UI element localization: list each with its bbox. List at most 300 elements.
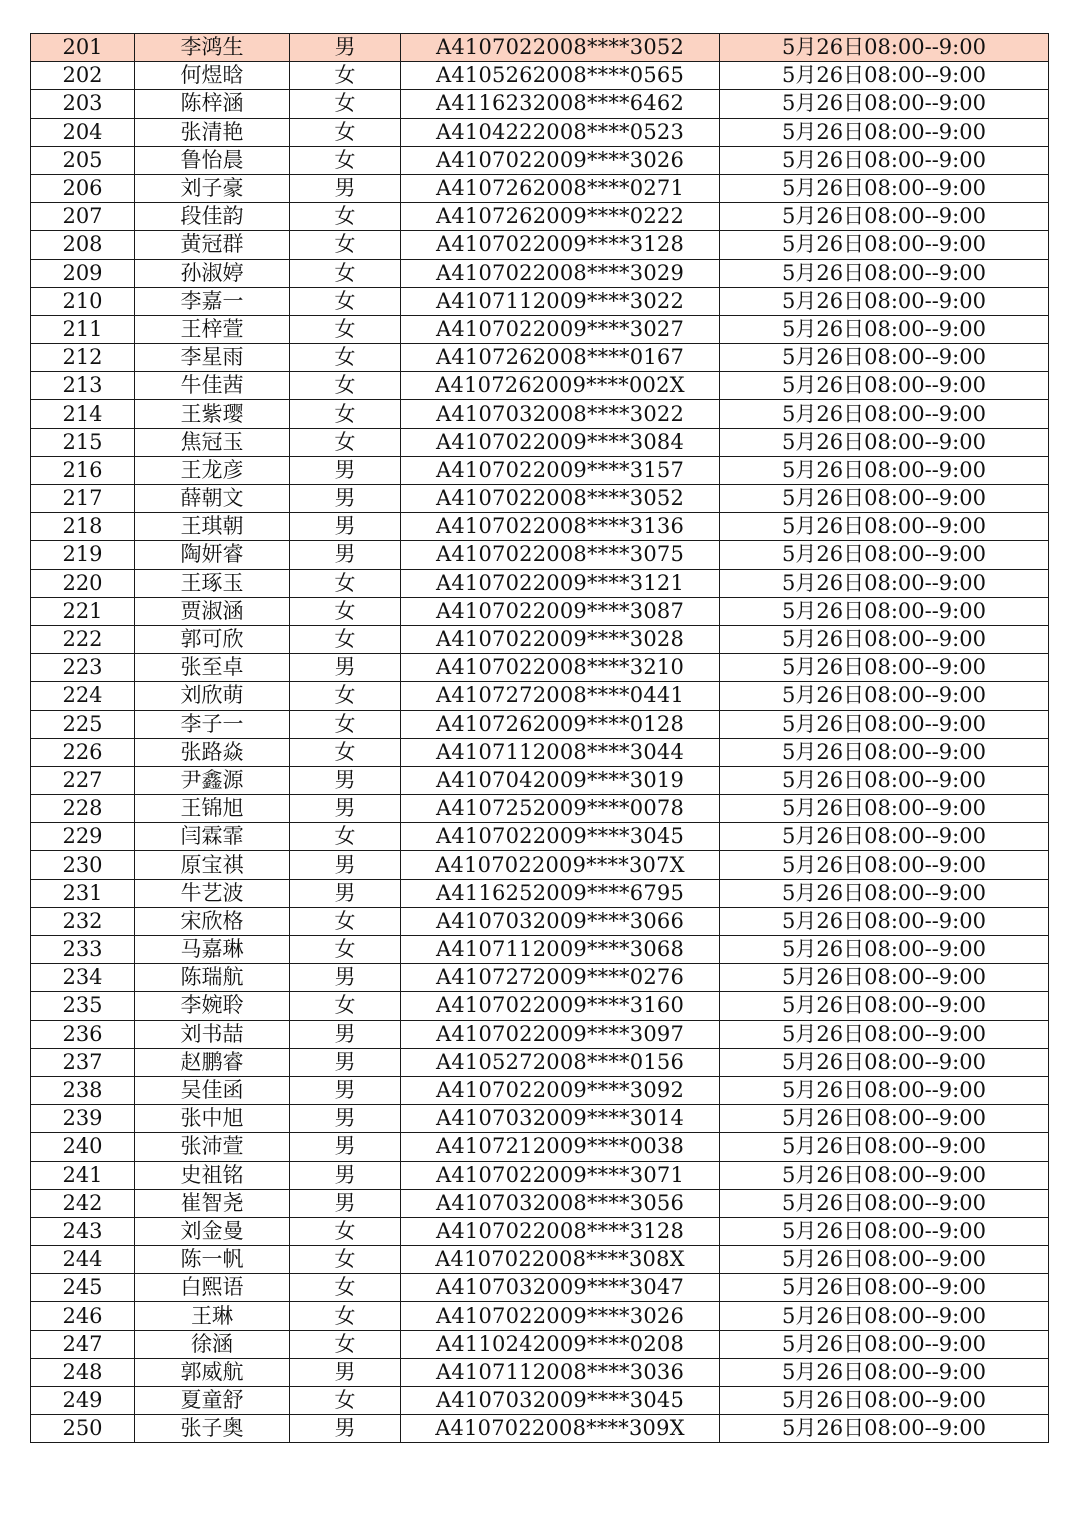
cell-time-slot: 5月26日08:00--9:00 — [720, 1246, 1049, 1274]
table-row — [31, 1302, 1049, 1330]
cell-number: 236 — [31, 1020, 135, 1048]
cell-number: 213 — [31, 372, 135, 400]
cell-id-number: A4107022008****3136 — [401, 513, 720, 541]
table-row — [31, 34, 1049, 62]
cell-gender: 男 — [290, 766, 401, 794]
cell-number: 231 — [31, 879, 135, 907]
cell-id-number: A4107022008****3210 — [401, 654, 720, 682]
cell-gender: 女 — [290, 118, 401, 146]
table-row — [31, 287, 1049, 315]
table-row — [31, 513, 1049, 541]
cell-id-number: A4107262008****0271 — [401, 174, 720, 202]
cell-name: 李星雨 — [135, 344, 290, 372]
cell-id-number: A4107032009****3045 — [401, 1387, 720, 1415]
cell-id-number: A4107022008****3075 — [401, 541, 720, 569]
cell-time-slot: 5月26日08:00--9:00 — [720, 597, 1049, 625]
cell-gender: 女 — [290, 738, 401, 766]
cell-time-slot: 5月26日08:00--9:00 — [720, 1189, 1049, 1217]
cell-time-slot: 5月26日08:00--9:00 — [720, 992, 1049, 1020]
cell-id-number: A4107022009****3027 — [401, 315, 720, 343]
cell-id-number: A4107032008****3022 — [401, 400, 720, 428]
table-row — [31, 344, 1049, 372]
table-row — [31, 400, 1049, 428]
cell-time-slot: 5月26日08:00--9:00 — [720, 936, 1049, 964]
cell-number: 235 — [31, 992, 135, 1020]
cell-name: 李婉聆 — [135, 992, 290, 1020]
cell-id-number: A4107112008****3036 — [401, 1358, 720, 1386]
cell-id-number: A4107212009****0038 — [401, 1133, 720, 1161]
cell-gender: 女 — [290, 625, 401, 653]
cell-name: 张子奥 — [135, 1415, 290, 1443]
cell-time-slot: 5月26日08:00--9:00 — [720, 315, 1049, 343]
cell-name: 崔智尧 — [135, 1189, 290, 1217]
cell-number: 218 — [31, 513, 135, 541]
cell-number: 216 — [31, 456, 135, 484]
cell-time-slot: 5月26日08:00--9:00 — [720, 738, 1049, 766]
cell-id-number: A4107022008****3052 — [401, 34, 720, 62]
cell-name: 吴佳函 — [135, 1076, 290, 1104]
cell-number: 241 — [31, 1161, 135, 1189]
cell-id-number: A4107022009****3128 — [401, 231, 720, 259]
table-row — [31, 964, 1049, 992]
cell-number: 221 — [31, 597, 135, 625]
table-row — [31, 851, 1049, 879]
cell-id-number: A4107112009****3022 — [401, 287, 720, 315]
cell-id-number: A4107032008****3056 — [401, 1189, 720, 1217]
cell-gender: 女 — [290, 428, 401, 456]
table-row — [31, 203, 1049, 231]
cell-name: 王龙彦 — [135, 456, 290, 484]
cell-time-slot: 5月26日08:00--9:00 — [720, 428, 1049, 456]
cell-name: 刘子豪 — [135, 174, 290, 202]
cell-name: 陶妍睿 — [135, 541, 290, 569]
table-row — [31, 654, 1049, 682]
cell-number: 208 — [31, 231, 135, 259]
cell-number: 224 — [31, 682, 135, 710]
cell-id-number: A4107252009****0078 — [401, 795, 720, 823]
cell-time-slot: 5月26日08:00--9:00 — [720, 625, 1049, 653]
cell-name: 焦冠玉 — [135, 428, 290, 456]
table-row — [31, 1217, 1049, 1245]
cell-name: 段佳韵 — [135, 203, 290, 231]
cell-number: 247 — [31, 1330, 135, 1358]
cell-number: 244 — [31, 1246, 135, 1274]
cell-id-number: A4107022008****3128 — [401, 1217, 720, 1245]
cell-number: 222 — [31, 625, 135, 653]
cell-time-slot: 5月26日08:00--9:00 — [720, 287, 1049, 315]
cell-id-number: A4107262008****0167 — [401, 344, 720, 372]
cell-id-number: A4107022008****3052 — [401, 485, 720, 513]
cell-name: 史祖铭 — [135, 1161, 290, 1189]
cell-name: 张中旭 — [135, 1105, 290, 1133]
cell-time-slot: 5月26日08:00--9:00 — [720, 62, 1049, 90]
cell-time-slot: 5月26日08:00--9:00 — [720, 1076, 1049, 1104]
table-row — [31, 766, 1049, 794]
cell-time-slot: 5月26日08:00--9:00 — [720, 907, 1049, 935]
cell-number: 204 — [31, 118, 135, 146]
cell-name: 何煜晗 — [135, 62, 290, 90]
table-row — [31, 1161, 1049, 1189]
cell-number: 227 — [31, 766, 135, 794]
cell-id-number: A4107022009****3092 — [401, 1076, 720, 1104]
cell-number: 239 — [31, 1105, 135, 1133]
cell-time-slot: 5月26日08:00--9:00 — [720, 513, 1049, 541]
cell-name: 张清艳 — [135, 118, 290, 146]
cell-name: 郭可欣 — [135, 625, 290, 653]
cell-number: 242 — [31, 1189, 135, 1217]
table-row — [31, 738, 1049, 766]
cell-gender: 男 — [290, 654, 401, 682]
cell-time-slot: 5月26日08:00--9:00 — [720, 1274, 1049, 1302]
roster-table — [30, 33, 1049, 1443]
cell-id-number: A4107022008****308X — [401, 1246, 720, 1274]
table-row — [31, 174, 1049, 202]
cell-time-slot: 5月26日08:00--9:00 — [720, 1048, 1049, 1076]
cell-gender: 女 — [290, 287, 401, 315]
cell-id-number: A4107032009****3014 — [401, 1105, 720, 1133]
cell-name: 张路焱 — [135, 738, 290, 766]
cell-gender: 女 — [290, 1246, 401, 1274]
cell-time-slot: 5月26日08:00--9:00 — [720, 118, 1049, 146]
cell-time-slot: 5月26日08:00--9:00 — [720, 344, 1049, 372]
cell-name: 李嘉一 — [135, 287, 290, 315]
table-row — [31, 710, 1049, 738]
cell-id-number: A4107022009****3028 — [401, 625, 720, 653]
cell-gender: 女 — [290, 992, 401, 1020]
cell-gender: 男 — [290, 1105, 401, 1133]
cell-name: 薛朝文 — [135, 485, 290, 513]
table-row — [31, 1246, 1049, 1274]
cell-gender: 女 — [290, 315, 401, 343]
roster-body — [31, 34, 1049, 1443]
cell-gender: 女 — [290, 146, 401, 174]
cell-name: 王锦旭 — [135, 795, 290, 823]
cell-name: 陈一帆 — [135, 1246, 290, 1274]
cell-time-slot: 5月26日08:00--9:00 — [720, 34, 1049, 62]
cell-number: 212 — [31, 344, 135, 372]
table-row — [31, 992, 1049, 1020]
cell-name: 李鸿生 — [135, 34, 290, 62]
cell-id-number: A4107272009****0276 — [401, 964, 720, 992]
cell-name: 王琪朝 — [135, 513, 290, 541]
cell-number: 207 — [31, 203, 135, 231]
cell-number: 232 — [31, 907, 135, 935]
table-row — [31, 1274, 1049, 1302]
table-row — [31, 231, 1049, 259]
cell-number: 225 — [31, 710, 135, 738]
table-row — [31, 823, 1049, 851]
table-row — [31, 1076, 1049, 1104]
cell-gender: 女 — [290, 231, 401, 259]
cell-time-slot: 5月26日08:00--9:00 — [720, 710, 1049, 738]
cell-name: 张至卓 — [135, 654, 290, 682]
cell-number: 245 — [31, 1274, 135, 1302]
cell-time-slot: 5月26日08:00--9:00 — [720, 1105, 1049, 1133]
cell-gender: 女 — [290, 907, 401, 935]
cell-name: 陈梓涵 — [135, 90, 290, 118]
table-row — [31, 1020, 1049, 1048]
cell-id-number: A4107022009****3084 — [401, 428, 720, 456]
cell-id-number: A4107022009****3121 — [401, 569, 720, 597]
cell-gender: 男 — [290, 795, 401, 823]
cell-gender: 男 — [290, 964, 401, 992]
cell-time-slot: 5月26日08:00--9:00 — [720, 879, 1049, 907]
cell-gender: 女 — [290, 344, 401, 372]
cell-name: 陈瑞航 — [135, 964, 290, 992]
cell-time-slot: 5月26日08:00--9:00 — [720, 682, 1049, 710]
table-row — [31, 795, 1049, 823]
cell-id-number: A4105262008****0565 — [401, 62, 720, 90]
table-row — [31, 569, 1049, 597]
cell-gender: 男 — [290, 34, 401, 62]
cell-name: 赵鹏睿 — [135, 1048, 290, 1076]
cell-number: 234 — [31, 964, 135, 992]
cell-gender: 女 — [290, 710, 401, 738]
cell-id-number: A4107262009****0222 — [401, 203, 720, 231]
cell-number: 217 — [31, 485, 135, 513]
cell-name: 鲁怡晨 — [135, 146, 290, 174]
cell-name: 孙淑婷 — [135, 259, 290, 287]
table-row — [31, 1358, 1049, 1386]
cell-number: 211 — [31, 315, 135, 343]
table-row — [31, 597, 1049, 625]
cell-time-slot: 5月26日08:00--9:00 — [720, 231, 1049, 259]
cell-name: 牛艺波 — [135, 879, 290, 907]
cell-id-number: A4107022009****3071 — [401, 1161, 720, 1189]
cell-gender: 男 — [290, 1189, 401, 1217]
cell-id-number: A4107022009****3157 — [401, 456, 720, 484]
cell-name: 李子一 — [135, 710, 290, 738]
table-row — [31, 682, 1049, 710]
cell-id-number: A4107022008****309X — [401, 1415, 720, 1443]
cell-time-slot: 5月26日08:00--9:00 — [720, 795, 1049, 823]
cell-id-number: A4104222008****0523 — [401, 118, 720, 146]
cell-gender: 男 — [290, 851, 401, 879]
table-row — [31, 1387, 1049, 1415]
cell-time-slot: 5月26日08:00--9:00 — [720, 823, 1049, 851]
cell-number: 205 — [31, 146, 135, 174]
cell-number: 240 — [31, 1133, 135, 1161]
table-row — [31, 1189, 1049, 1217]
cell-number: 233 — [31, 936, 135, 964]
cell-name: 黄冠群 — [135, 231, 290, 259]
cell-id-number: A4107022009****3026 — [401, 146, 720, 174]
cell-time-slot: 5月26日08:00--9:00 — [720, 90, 1049, 118]
cell-name: 马嘉琳 — [135, 936, 290, 964]
cell-gender: 女 — [290, 936, 401, 964]
cell-name: 王梓萱 — [135, 315, 290, 343]
cell-name: 闫霖霏 — [135, 823, 290, 851]
table-row — [31, 456, 1049, 484]
cell-gender: 女 — [290, 597, 401, 625]
cell-name: 尹鑫源 — [135, 766, 290, 794]
cell-gender: 女 — [290, 569, 401, 597]
cell-gender: 女 — [290, 400, 401, 428]
cell-time-slot: 5月26日08:00--9:00 — [720, 766, 1049, 794]
cell-number: 229 — [31, 823, 135, 851]
cell-gender: 男 — [290, 485, 401, 513]
cell-time-slot: 5月26日08:00--9:00 — [720, 1161, 1049, 1189]
cell-time-slot: 5月26日08:00--9:00 — [720, 1330, 1049, 1358]
cell-name: 郭威航 — [135, 1358, 290, 1386]
table-row — [31, 62, 1049, 90]
cell-gender: 男 — [290, 1415, 401, 1443]
cell-gender: 男 — [290, 1133, 401, 1161]
cell-time-slot: 5月26日08:00--9:00 — [720, 964, 1049, 992]
cell-gender: 男 — [290, 1048, 401, 1076]
cell-number: 210 — [31, 287, 135, 315]
table-row — [31, 1105, 1049, 1133]
table-row — [31, 428, 1049, 456]
cell-gender: 女 — [290, 90, 401, 118]
table-row — [31, 625, 1049, 653]
cell-time-slot: 5月26日08:00--9:00 — [720, 1133, 1049, 1161]
cell-gender: 女 — [290, 823, 401, 851]
cell-time-slot: 5月26日08:00--9:00 — [720, 1387, 1049, 1415]
cell-id-number: A4107112009****3068 — [401, 936, 720, 964]
cell-gender: 女 — [290, 1274, 401, 1302]
cell-time-slot: 5月26日08:00--9:00 — [720, 372, 1049, 400]
cell-id-number: A4107022009****3097 — [401, 1020, 720, 1048]
cell-id-number: A4116232008****6462 — [401, 90, 720, 118]
cell-number: 202 — [31, 62, 135, 90]
table-row — [31, 1133, 1049, 1161]
cell-gender: 男 — [290, 1020, 401, 1048]
cell-gender: 男 — [290, 1161, 401, 1189]
table-row — [31, 907, 1049, 935]
cell-gender: 男 — [290, 1358, 401, 1386]
cell-time-slot: 5月26日08:00--9:00 — [720, 174, 1049, 202]
cell-name: 王紫璎 — [135, 400, 290, 428]
cell-name: 刘书喆 — [135, 1020, 290, 1048]
cell-id-number: A4110242009****0208 — [401, 1330, 720, 1358]
table-row — [31, 541, 1049, 569]
cell-name: 夏童舒 — [135, 1387, 290, 1415]
cell-id-number: A4107042009****3019 — [401, 766, 720, 794]
cell-gender: 男 — [290, 879, 401, 907]
cell-name: 白熙语 — [135, 1274, 290, 1302]
cell-name: 张沛萱 — [135, 1133, 290, 1161]
cell-time-slot: 5月26日08:00--9:00 — [720, 1020, 1049, 1048]
cell-time-slot: 5月26日08:00--9:00 — [720, 1217, 1049, 1245]
cell-name: 刘金曼 — [135, 1217, 290, 1245]
cell-gender: 女 — [290, 1330, 401, 1358]
cell-number: 219 — [31, 541, 135, 569]
cell-id-number: A4107032009****3047 — [401, 1274, 720, 1302]
cell-number: 243 — [31, 1217, 135, 1245]
table-row — [31, 1415, 1049, 1443]
cell-id-number: A4107022009****3087 — [401, 597, 720, 625]
cell-name: 王琳 — [135, 1302, 290, 1330]
cell-time-slot: 5月26日08:00--9:00 — [720, 146, 1049, 174]
cell-number: 226 — [31, 738, 135, 766]
cell-name: 原宝祺 — [135, 851, 290, 879]
cell-gender: 女 — [290, 1387, 401, 1415]
table-row — [31, 146, 1049, 174]
cell-number: 220 — [31, 569, 135, 597]
cell-time-slot: 5月26日08:00--9:00 — [720, 1358, 1049, 1386]
cell-time-slot: 5月26日08:00--9:00 — [720, 1415, 1049, 1443]
cell-number: 223 — [31, 654, 135, 682]
cell-number: 201 — [31, 34, 135, 62]
cell-name: 宋欣格 — [135, 907, 290, 935]
cell-number: 228 — [31, 795, 135, 823]
table-row — [31, 90, 1049, 118]
cell-gender: 女 — [290, 259, 401, 287]
table-row — [31, 485, 1049, 513]
cell-number: 238 — [31, 1076, 135, 1104]
table-row — [31, 315, 1049, 343]
cell-id-number: A4107272008****0441 — [401, 682, 720, 710]
cell-id-number: A4105272008****0156 — [401, 1048, 720, 1076]
cell-id-number: A4107022009****3045 — [401, 823, 720, 851]
table-row — [31, 372, 1049, 400]
cell-time-slot: 5月26日08:00--9:00 — [720, 851, 1049, 879]
cell-gender: 男 — [290, 513, 401, 541]
cell-name: 刘欣萌 — [135, 682, 290, 710]
cell-name: 徐涵 — [135, 1330, 290, 1358]
cell-gender: 男 — [290, 174, 401, 202]
cell-id-number: A4107022009****307X — [401, 851, 720, 879]
cell-id-number: A4107262009****0128 — [401, 710, 720, 738]
cell-number: 230 — [31, 851, 135, 879]
cell-number: 209 — [31, 259, 135, 287]
cell-id-number: A4107022009****3026 — [401, 1302, 720, 1330]
cell-number: 237 — [31, 1048, 135, 1076]
cell-gender: 女 — [290, 1217, 401, 1245]
cell-number: 215 — [31, 428, 135, 456]
cell-time-slot: 5月26日08:00--9:00 — [720, 654, 1049, 682]
table-row — [31, 118, 1049, 146]
cell-id-number: A4107022009****3160 — [401, 992, 720, 1020]
cell-time-slot: 5月26日08:00--9:00 — [720, 456, 1049, 484]
cell-name: 牛佳茜 — [135, 372, 290, 400]
cell-time-slot: 5月26日08:00--9:00 — [720, 259, 1049, 287]
cell-time-slot: 5月26日08:00--9:00 — [720, 400, 1049, 428]
cell-gender: 男 — [290, 456, 401, 484]
cell-name: 贾淑涵 — [135, 597, 290, 625]
cell-time-slot: 5月26日08:00--9:00 — [720, 569, 1049, 597]
cell-gender: 女 — [290, 372, 401, 400]
cell-gender: 女 — [290, 203, 401, 231]
cell-id-number: A4107262009****002X — [401, 372, 720, 400]
cell-time-slot: 5月26日08:00--9:00 — [720, 1302, 1049, 1330]
cell-number: 206 — [31, 174, 135, 202]
table-row — [31, 1048, 1049, 1076]
cell-id-number: A4116252009****6795 — [401, 879, 720, 907]
cell-gender: 男 — [290, 541, 401, 569]
cell-time-slot: 5月26日08:00--9:00 — [720, 485, 1049, 513]
table-row — [31, 936, 1049, 964]
cell-number: 250 — [31, 1415, 135, 1443]
cell-number: 203 — [31, 90, 135, 118]
cell-id-number: A4107112008****3044 — [401, 738, 720, 766]
cell-number: 246 — [31, 1302, 135, 1330]
table-row — [31, 259, 1049, 287]
cell-gender: 女 — [290, 62, 401, 90]
cell-number: 249 — [31, 1387, 135, 1415]
cell-number: 248 — [31, 1358, 135, 1386]
cell-id-number: A4107022008****3029 — [401, 259, 720, 287]
cell-id-number: A4107032009****3066 — [401, 907, 720, 935]
cell-name: 王琢玉 — [135, 569, 290, 597]
cell-gender: 女 — [290, 682, 401, 710]
cell-number: 214 — [31, 400, 135, 428]
table-row — [31, 1330, 1049, 1358]
cell-time-slot: 5月26日08:00--9:00 — [720, 203, 1049, 231]
cell-time-slot: 5月26日08:00--9:00 — [720, 541, 1049, 569]
cell-gender: 女 — [290, 1302, 401, 1330]
